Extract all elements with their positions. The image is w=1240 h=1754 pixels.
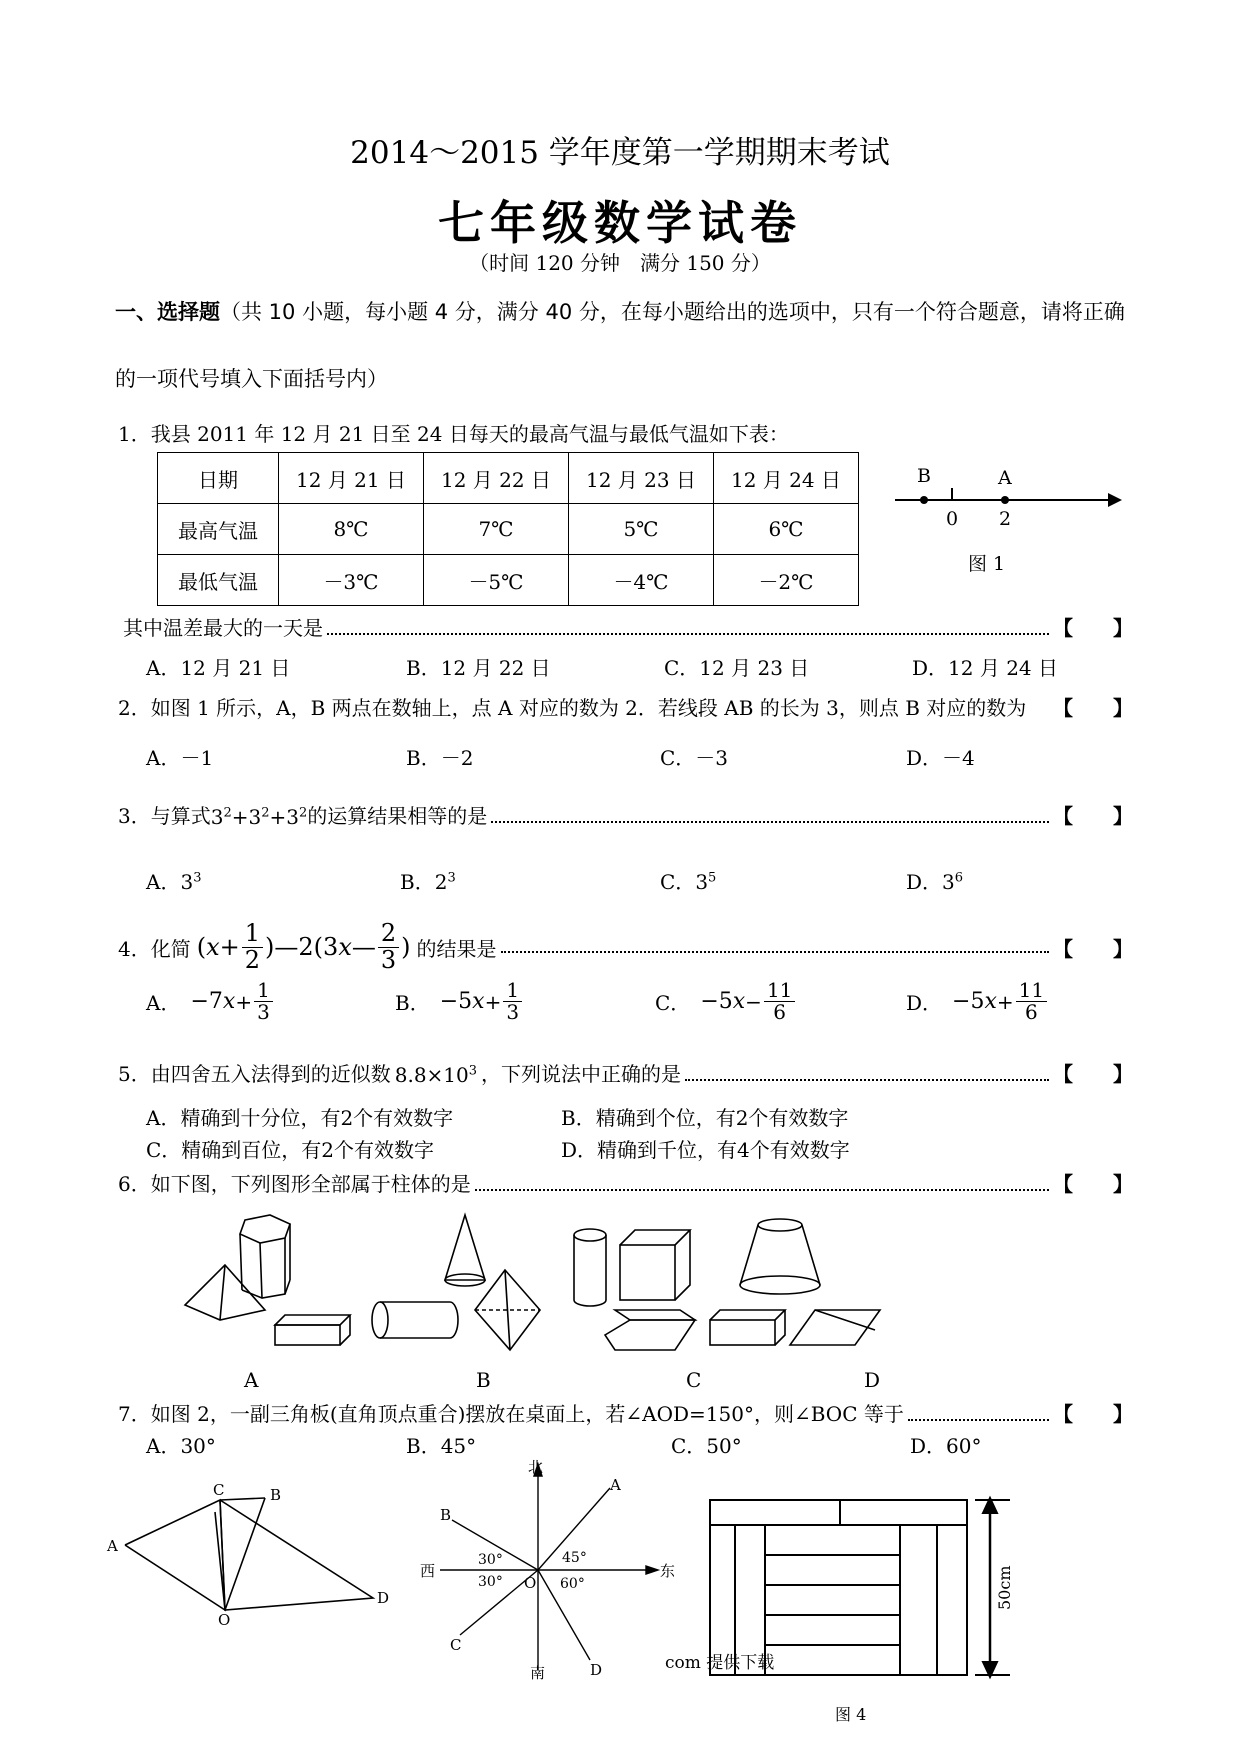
figure-2-triangles [105,1481,395,1629]
table-cell: －5℃ [424,555,569,606]
q6-text: 如下图，下列图形全部属于柱体的是 [150,1172,471,1196]
q6-label-a: A [244,1368,259,1392]
tick-0: 0 [946,508,959,530]
q3-number: 3． [118,804,151,828]
q7-option-c[interactable]: C．50° [671,1434,742,1458]
q6-label-b: B [476,1368,491,1392]
table-cell: 8℃ [279,504,424,555]
temperature-table [157,452,859,606]
direction-west: 西 [420,1562,436,1580]
q7-option-a[interactable]: A．30° [146,1434,216,1458]
table-cell: 最高气温 [158,504,279,555]
q2-option-c[interactable]: C．－3 [660,746,729,770]
section-desc-2: 的一项代号填入下面括号内） [115,367,388,391]
q3-text-post: 的运算结果相等的是 [307,804,488,828]
table-cell: 5℃ [569,504,714,555]
q3-option-d[interactable]: D．$3^6$ [906,870,964,894]
q4-text-pre: 化简 [150,936,191,961]
angle-label: 30° [478,1552,503,1568]
q7-text: 如图 2，一副三角板(直角顶点重合)摆放在桌面上，若∠AOD=150°，则∠BOC 等于 [150,1402,904,1426]
point-a [1001,496,1009,504]
leader-dots [491,821,1049,823]
leader-dots [685,1079,1049,1081]
answer-bracket[interactable]: 【 】 [1053,1402,1133,1426]
direction-east: 东 [660,1562,676,1580]
q1-option-d[interactable]: D．12 月 24 日 [912,656,1059,680]
q2-option-b[interactable]: B．－2 [406,746,474,770]
angle-label: 60° [560,1576,585,1592]
table-cell: 7℃ [424,504,569,555]
answer-bracket[interactable]: 【 】 [1053,936,1133,961]
fig2-label-d: D [377,1589,390,1607]
q5-value: $8.8\times 10^3$ [394,1063,478,1087]
q1-question [123,612,1133,641]
q1-question-text: 其中温差最大的一天是 [123,616,323,640]
answer-bracket[interactable]: 【 】 [1053,1062,1133,1086]
tick-2: 2 [999,508,1012,530]
q4-option-d[interactable]: D． −5 x + $\frac{11}{6}$ [906,980,1049,1023]
table-cell: 12 月 24 日 [714,453,859,504]
table-cell: 12 月 22 日 [424,453,569,504]
q1-option-c[interactable]: C．12 月 23 日 [664,656,810,680]
angle-label: 45° [562,1550,587,1566]
q2-text: 如图 1 所示，A，B 两点在数轴上，点 A 对应的数为 2．若线段 AB 的长为 3，则点 B 对应的数为 [150,696,1027,720]
figure-4-caption: 图 4 [835,1705,867,1724]
q6-number: 6． [118,1172,151,1196]
table-row [158,555,859,606]
table-cell: －3℃ [279,555,424,606]
table-cell: 6℃ [714,504,859,555]
q5-option-c[interactable]: C．精确到百位，有2个有效数字 [146,1138,435,1162]
direction-south: 南 [530,1664,546,1682]
label-a: A [998,467,1012,489]
q4-expression: ( x + $\frac{1}{2}$ )—2(3 x — $\frac{2}{3}$ ) [196,919,411,974]
section-title: 一、选择题 [115,300,220,324]
figure-4-shelf [705,1495,1035,1730]
fig3-label-d: D [590,1661,603,1679]
answer-bracket[interactable]: 【 】 [1053,616,1133,640]
exam-title: 2014～2015 学年度第一学期期末考试 [350,135,890,171]
q6-solids-figure [175,1210,1015,1360]
dimension-label: 50cm [995,1565,1014,1610]
q4-number: 4． [118,936,151,961]
point-b [920,496,928,504]
angle-label: 30° [478,1574,503,1590]
q5-stem [118,1058,1133,1087]
fig3-label-o: O [524,1574,537,1592]
fig3-label-b: B [440,1506,452,1524]
q2-option-d[interactable]: D．－4 [906,746,975,770]
q5-number: 5． [118,1062,151,1086]
q3-option-b[interactable]: B．$2^3$ [400,870,456,894]
table-cell: 12 月 21 日 [279,453,424,504]
q4-option-a[interactable]: A． −7 x + $\frac{1}{3}$ [146,980,275,1023]
fig2-label-a: A [107,1537,118,1555]
q4-option-c[interactable]: C． −5 x − $\frac{11}{6}$ [655,980,797,1023]
q2-option-a[interactable]: A．－1 [146,746,214,770]
group-a-solids [185,1215,350,1345]
table-cell: 日期 [158,453,279,504]
q5-option-d[interactable]: D．精确到千位，有4个有效数字 [561,1138,850,1162]
direction-north: 北 [528,1458,544,1476]
q3-text-pre: 与算式 [150,804,211,828]
group-c-solids [574,1229,695,1350]
fig2-label-c: C [213,1481,225,1499]
q7-number: 7． [118,1402,151,1426]
q2-number: 2． [118,696,151,720]
q3-option-c[interactable]: C．$3^5$ [660,870,717,894]
answer-bracket[interactable]: 【 】 [1053,1172,1133,1196]
group-d-solids [710,1219,880,1345]
leader-dots [327,633,1049,635]
leader-dots [475,1189,1049,1191]
q6-stem [118,1168,1133,1197]
group-b-solids [372,1215,540,1350]
answer-bracket[interactable]: 【 】 [1053,804,1133,828]
q7-option-b[interactable]: B．45° [406,1434,477,1458]
section-desc-1: （共 10 小题，每小题 4 分，满分 40 分，在每小题给出的选项中，只有一个符合题意，请将正确 [220,300,1125,324]
leader-dots [908,1419,1049,1421]
q1-option-a[interactable]: A．12 月 21 日 [146,656,291,680]
q1-stem [118,418,789,447]
table-cell: －4℃ [569,555,714,606]
q2-stem [118,692,1133,721]
q5-option-a[interactable]: A．精确到十分位，有2个有效数字 [146,1106,454,1130]
fig3-label-c: C [450,1636,462,1654]
section-heading [115,296,1125,326]
fig2-label-o: O [218,1611,231,1629]
table-cell: 最低气温 [158,555,279,606]
q5-text-post: ，下列说法中正确的是 [481,1062,682,1086]
leader-dots [501,941,1049,953]
table-cell: －2℃ [714,555,859,606]
table-row [158,504,859,555]
exam-info: （时间 120 分钟 满分 150 分） [469,251,771,275]
table-row [158,453,859,504]
q4-option-b[interactable]: B． −5 x + $\frac{1}{3}$ [395,980,524,1023]
answer-bracket[interactable]: 【 】 [1053,696,1133,720]
fig3-label-a: A [610,1476,621,1494]
table-cell: 12 月 23 日 [569,453,714,504]
watermark-text: com 提供下载 [665,1653,775,1673]
figure-3-compass [420,1458,676,1682]
q5-option-b[interactable]: B．精确到个位，有2个有效数字 [561,1106,849,1130]
q4-text-post: 的结果是 [416,936,497,961]
q3-stem [118,800,1133,829]
q6-label-c: C [686,1368,702,1392]
figure-1-caption: 图 1 [968,553,1006,575]
q1-number: 1． [118,422,151,446]
q1-option-b[interactable]: B．12 月 22 日 [406,656,551,680]
figure-1-number-line [890,458,1120,578]
q3-expression: $3^2+3^2+3^2$ [210,805,308,829]
fig2-label-b: B [270,1486,282,1504]
q1-text: 我县 2011 年 12 月 21 日至 24 日每天的最高气温与最低气温如下表： [150,422,789,446]
exam-subject: 七年级数学试卷 [438,196,802,250]
q3-option-a[interactable]: A．$3^3$ [146,870,202,894]
q7-option-d[interactable]: D．60° [910,1434,982,1458]
q7-stem [118,1398,1133,1427]
q4-stem [118,912,1133,982]
q5-text-pre: 由四舍五入法得到的近似数 [150,1062,391,1086]
label-b: B [917,465,931,487]
q6-label-d: D [864,1368,881,1392]
